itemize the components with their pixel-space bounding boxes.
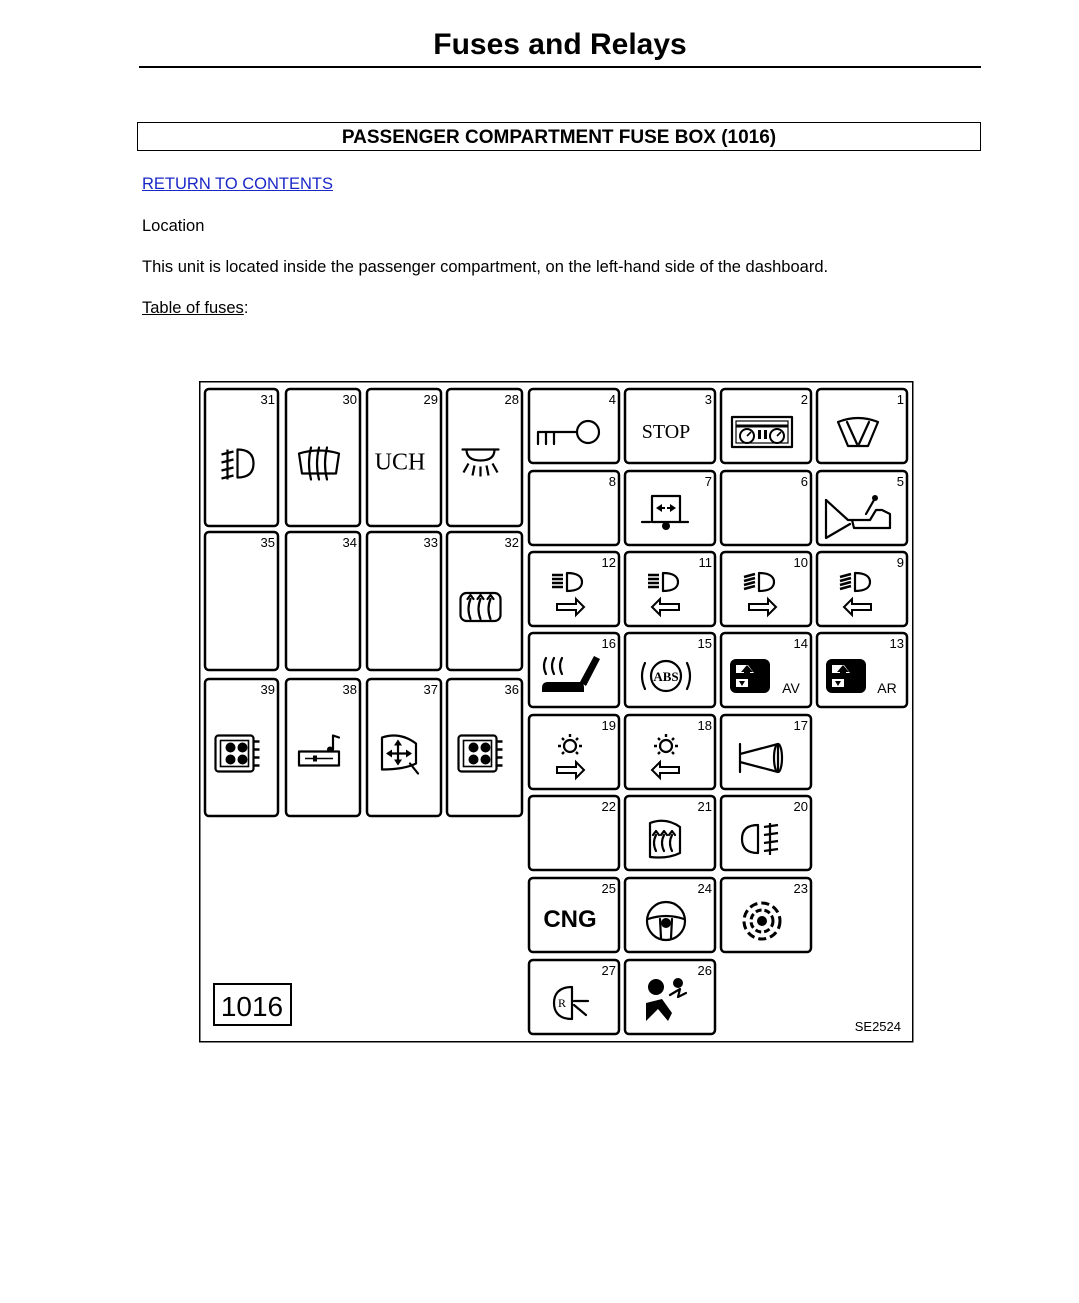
fuse-slot (529, 471, 619, 545)
fuse-number: 3 (704, 392, 712, 407)
fuse-number: 16 (601, 636, 616, 651)
fuse-number: 32 (504, 535, 519, 550)
fuse-32 (447, 532, 522, 670)
fuse-13 (817, 633, 907, 707)
fuse-number: 26 (697, 963, 712, 978)
fuse-38 (286, 679, 360, 816)
fuse-17 (721, 715, 811, 789)
fuse-number: 1 (896, 392, 904, 407)
fuse-slot (205, 389, 278, 526)
fuse-number: 17 (793, 718, 808, 733)
table-of-fuses-text: Table of fuses (142, 299, 244, 317)
fuse-box-diagram (199, 381, 914, 1044)
fuse-24 (625, 878, 715, 952)
fuse-30 (286, 389, 360, 526)
fuse-slot (817, 389, 907, 463)
rear-window-icon (826, 659, 866, 693)
fuse-sublabel: AR (877, 680, 897, 696)
fuse-number: 12 (601, 555, 616, 570)
fuse-21 (625, 796, 715, 870)
fuse-slot (286, 679, 360, 816)
fuse-23 (721, 878, 811, 952)
fuse-number: 2 (800, 392, 808, 407)
fuse-1 (817, 389, 907, 463)
fuse-number: 28 (504, 392, 519, 407)
fuse-6 (721, 471, 811, 545)
fuse-slot (721, 471, 811, 545)
heater-fan-icon (459, 736, 503, 772)
fuse-35 (205, 532, 278, 670)
fuse-number: 6 (800, 474, 808, 489)
fuse-34 (286, 532, 360, 670)
fuse-slot (367, 679, 441, 816)
fuse-label: STOP (641, 421, 691, 443)
fuse-label: CNG (543, 906, 597, 933)
fuse-number: 4 (608, 392, 616, 407)
reference-code: SE2524 (854, 1019, 901, 1034)
instrument-panel-icon (732, 417, 792, 447)
fuse-9 (817, 552, 907, 626)
fuse-number: 21 (697, 799, 712, 814)
fuse-27 (529, 960, 619, 1034)
page-title: Fuses and Relays (433, 28, 687, 61)
table-of-fuses-colon: : (243, 299, 249, 317)
fuse-number: 27 (601, 963, 616, 978)
heater-fan-icon (216, 736, 260, 772)
fuse-slot (447, 389, 522, 526)
fuse-slot (205, 532, 278, 670)
fuse-slot (447, 532, 522, 670)
fuse-3 (625, 389, 715, 463)
title-divider (139, 66, 981, 68)
fuse-number: 5 (896, 474, 904, 489)
fuse-15 (625, 633, 715, 707)
fuse-number: 19 (601, 718, 616, 733)
fuse-28 (447, 389, 522, 526)
fuse-number: 23 (793, 881, 808, 896)
fuse-number: 13 (889, 636, 904, 651)
table-of-fuses-label (142, 299, 248, 318)
svg-text:R: R (557, 996, 567, 1010)
fuse-slot (529, 389, 619, 463)
box-label: 1016 (220, 991, 284, 1022)
fuse-number: 34 (342, 535, 357, 550)
fuse-2 (721, 389, 811, 463)
fuse-20 (721, 796, 811, 870)
fuse-19 (529, 715, 619, 789)
location-label: Location (142, 217, 205, 235)
fuse-14 (721, 633, 811, 707)
fuse-number: 37 (423, 682, 438, 697)
fuse-number: 36 (504, 682, 519, 697)
fuse-slot (817, 471, 907, 545)
fuse-number: 15 (697, 636, 712, 651)
fuse-12 (529, 552, 619, 626)
section-heading: PASSENGER COMPARTMENT FUSE BOX (1016) (137, 122, 981, 151)
fuse-8 (529, 471, 619, 545)
fuse-29 (367, 389, 441, 526)
fuse-37 (367, 679, 441, 816)
fuse-number: 10 (793, 555, 808, 570)
fuse-number: 31 (260, 392, 275, 407)
front-window-icon (730, 659, 770, 693)
fuse-number: 25 (601, 881, 616, 896)
fuse-number: 7 (704, 474, 712, 489)
svg-text:ABS: ABS (653, 669, 679, 684)
fuse-31 (205, 389, 278, 526)
fuse-36 (447, 679, 522, 816)
fuse-7 (625, 471, 715, 545)
fuse-number: 11 (698, 555, 712, 570)
fuse-11 (625, 552, 715, 626)
fuse-16 (529, 633, 619, 707)
fuse-number: 18 (697, 718, 712, 733)
fuse-number: 8 (608, 474, 616, 489)
fuse-26 (625, 960, 715, 1034)
fuse-slot (817, 552, 907, 626)
fuse-number: 20 (793, 799, 808, 814)
fuse-33 (367, 532, 441, 670)
fuse-5 (817, 471, 907, 545)
fuse-number: 9 (896, 555, 904, 570)
fuse-label: UCH (374, 449, 426, 476)
fuse-10 (721, 552, 811, 626)
fuse-25 (529, 878, 619, 952)
fuse-number: 30 (342, 392, 357, 407)
fuse-number: 14 (793, 636, 808, 651)
return-to-contents-link[interactable]: RETURN TO CONTENTS (142, 175, 333, 193)
fuse-number: 39 (260, 682, 275, 697)
fuse-number: 33 (423, 535, 438, 550)
fuse-number: 35 (260, 535, 275, 550)
location-text: This unit is located inside the passenger compartment, on the left-hand side of the dashboard. (142, 258, 829, 276)
fuse-number: 38 (342, 682, 357, 697)
fuse-22 (529, 796, 619, 870)
fuse-4 (529, 389, 619, 463)
fuse-39 (205, 679, 278, 816)
fuse-slot (286, 532, 360, 670)
fuse-sublabel: AV (782, 680, 800, 696)
fuse-number: 29 (423, 392, 438, 407)
fuse-number: 22 (601, 799, 616, 814)
fuse-18 (625, 715, 715, 789)
fuse-number: 24 (697, 881, 712, 896)
fuse-slot (367, 532, 441, 670)
fuse-slot (286, 389, 360, 526)
